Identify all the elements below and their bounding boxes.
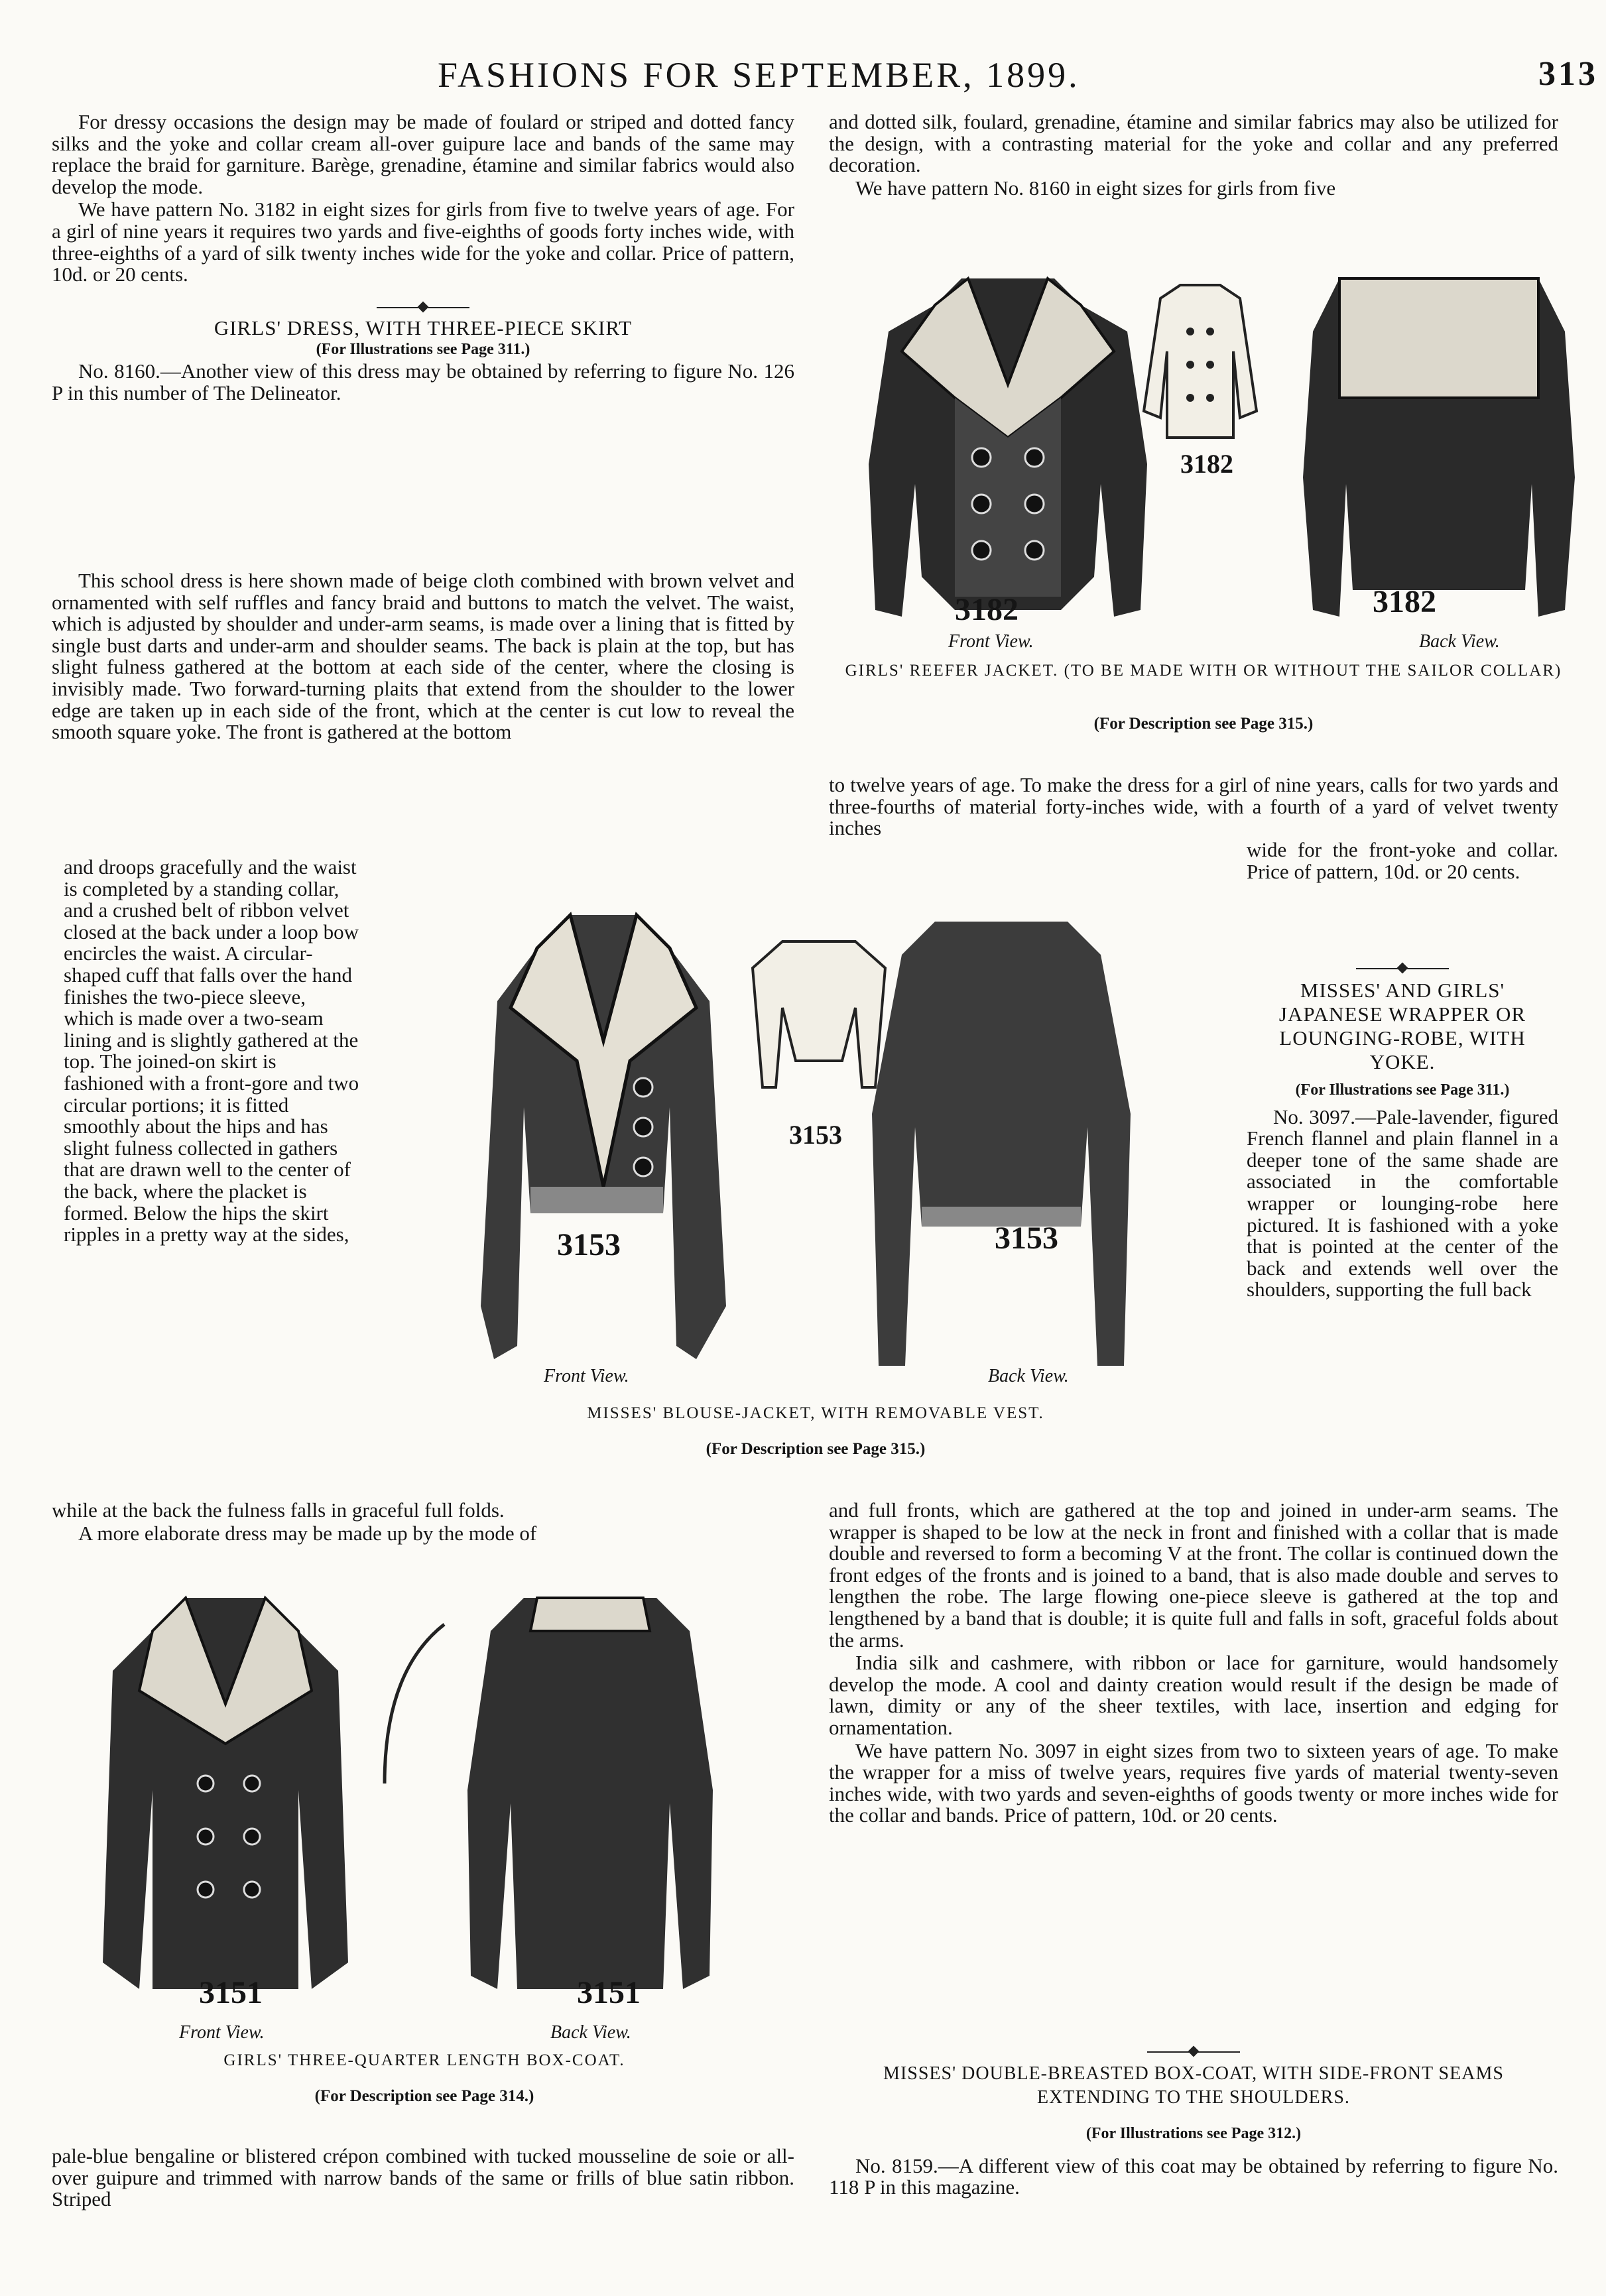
section-heading: MISSES' AND GIRLS' JAPANESE WRAPPER OR LOUNGING-ROBE, WITH YOKE. [1278,979,1526,1073]
paragraph: No. 3097.—Pale-lavender, figured French flannel and plain flannel in a deeper tone of the same shade are associated in the comfortable wrapper or lounging-robe here pictured. It is fashioned with a yoke that is pointed at the center of the back and extends well over the shoulders, supporting the full back [1247,1105,1558,1301]
section-heading: GIRLS' DRESS, WITH THREE-PIECE SKIRT [214,316,633,339]
dress-body-narrow [64,857,359,1246]
paragraph: No. 8159.—A different view of this coat may be obtained by referring to figure No. 118 P in this magazine. [829,2153,1558,2199]
figure-caption: GIRLS' REEFER JACKET. (TO BE MADE WITH OR WITHOUT THE SAILOR COLLAR) [845,662,1562,680]
section-subheading: (For Illustrations see Page 311.) [316,341,530,359]
dress-body-end [52,1500,794,1544]
figure-description-ref: (For Description see Page 315.) [1093,715,1314,733]
section-heading: MISSES' DOUBLE-BREASTED BOX-COAT, WITH SIDE-FRONT SEAMS EXTENDING TO THE SHOULDERS. [883,2063,1504,2108]
reefer-jacket-small-illustration [1141,278,1260,451]
figure-number: 3151 [577,1975,641,2010]
dress-body [52,570,794,743]
wrapper-section-wide [829,1500,1558,1827]
figure-view-label: Front View. [948,631,1034,652]
figure-number: 3182 [1373,584,1436,619]
blouse-jacket-back-illustration [869,915,1134,1372]
section-subheading: (For Illustrations see Page 311.) [1295,1081,1510,1099]
box-coat-front-illustration [99,1591,351,2002]
double-coat-section [829,2042,1558,2199]
section-divider [829,2042,1558,2062]
section-divider [1247,959,1558,979]
figure-view-label: Back View. [1419,631,1500,652]
paragraph: and droops gracefully and the waist is completed by a standing collar, and a crushed belt of ribbon velvet closed at the back under a loop bow encircles the waist. A circular-shaped cuff that falls over the hand finishes the two-piece sleeve, which is made over a two-seam lining and is slightly gathered at the top. The joined-on skirt is fashioned with a front-gore and two circular portions; it is fitted smoothly about the hips and has slight fulness collected in gathers that are drawn well to the center of the back, where the placket is formed. Below the hips the skirt ripples in a pretty way at the sides, [64,855,359,1246]
figure-number: 3151 [199,1975,263,2010]
figure-number: 3153 [789,1120,842,1150]
figure-view-label: Back View. [550,2022,631,2043]
figure-view-label: Back View. [988,1366,1069,1386]
paragraph: We have pattern No. 3097 in eight sizes from two to sixteen years of age. To make the wrapper for a miss of twelve years, requires five yards of material twenty-seven inches wide, with two yards and seven-eighths of goods twenty or more inches wide for the collar and bands. Price of pattern, 10d. or 20 cents. [829,1738,1558,1827]
right-mid-narrow [1247,839,1558,882]
figure-view-label: Front View. [179,2022,265,2043]
paragraph: We have pattern No. 8160 in eight sizes for girls from five [855,176,1336,200]
paragraph: A more elaborate dress may be made up by the mode of [78,1521,537,1545]
left-column-bottom [52,2145,794,2210]
figure-number: 3182 [955,592,1019,627]
box-coat-back-illustration [464,1591,716,2002]
paragraph: For dressy occasions the design may be made of foulard or striped and dotted fancy silks and the yoke and collar cream all-over guipure lace and bands of the same may replace the braid for garniture. Barège, grenadine, étamine and similar fabrics would also develop the mode. [52,110,794,198]
figure-number: 3153 [995,1221,1058,1256]
figure-caption: MISSES' BLOUSE-JACKET, WITH REMOVABLE VEST. [587,1404,1044,1422]
reefer-jacket-back-illustration [1300,265,1578,636]
figure-number: 3153 [557,1227,621,1262]
paragraph: to twelve years of age. To make the dress for a girl of nine years, calls for two yards and three-fourths of material forty-inches wide, with a fourth of a yard of velvet twenty inches [829,773,1558,840]
section-divider [52,298,794,318]
paragraph: wide for the front-yoke and collar. Price of pattern, 10d. or 20 cents. [1247,838,1558,883]
paragraph: pale-blue bengaline or blistered crépon combined with tucked mousseline de soie or all-over guipure and trimmed with narrow bands of the same or frills of blue satin ribbon. Striped [52,2144,794,2211]
wrapper-section [1247,959,1558,1301]
left-column-top [52,111,794,404]
right-mid [829,774,1558,839]
figure-view-label: Front View. [544,1366,629,1386]
paragraph: India silk and cashmere, with ribbon or lace for garniture, would handsomely develop the mode. A cool and dainty creation would result if the design be made of lawn, dimity or any of the sheer textiles, with lace, insertion and edging for ornamentation. [829,1651,1558,1739]
paragraph: This school dress is here shown made of beige cloth combined with brown velvet and ornamented with self ruffles and fancy braid and buttons to match the velvet. The waist, which is adjusted by shoulder and under-arm seams, is made over a lining that is fitted by single bust darts and under-arm and shoulder seams. The back is plain at the top, but has slight fulness gathered at the bottom at each side of the center, where the closing is invisibly made. Two forward-turning plaits that extend from the shoulder to the lower edge are taken up in each side of the front, which at the center is cut low to reveal the smooth square yoke. The front is gathered at the bottom [52,569,794,744]
reefer-jacket-front-illustration [862,265,1154,636]
figure-caption: GIRLS' THREE-QUARTER LENGTH BOX-COAT. [223,2051,625,2069]
page-title: FASHIONS FOR SEPTEMBER, 1899. [438,55,1080,95]
figure-description-ref: (For Description see Page 315.) [706,1440,926,1458]
paragraph: and dotted silk, foulard, grenadine, étamine and similar fabrics may also be utilized for the design, with a contrasting material for the yoke and collar and any preferred decoration. [829,110,1558,177]
blouse-jacket-front-illustration [477,908,729,1372]
decorative-curve [371,1618,451,1790]
paragraph: No. 8160.—Another view of this dress may be obtained by referring to figure No. 126 P in this number of The Delineator. [52,359,794,404]
paragraph: while at the back the fulness falls in graceful full folds. [52,1498,505,1522]
paragraph: and full fronts, which are gathered at the top and joined in under-arm seams. The wrapper is shaped to be low at the neck in front and finished with a collar that is made double and reversed to form a becoming V at the front. The collar is continued down the front edges of the fronts and is joined to a band, that is also made double and serves to lengthen the robe. The large flowing one-piece sleeve is gathered at the top and lengthened by a band that is double; it is quite full and falls in soft, graceful folds about the arms. [829,1498,1558,1652]
section-subheading: (For Illustrations see Page 312.) [1085,2125,1302,2142]
figure-number: 3182 [1180,449,1233,479]
paragraph: We have pattern No. 3182 in eight sizes for girls from five to twelve years of age. For a girl of nine years it requires two yards and five-eighths of goods forty inches wide, with three-eighths of a yard of silk twenty inches wide for the yoke and collar. Price of pattern, 10d. or 20 cents. [52,198,794,286]
page-number: 313 [1538,55,1598,93]
figure-description-ref: (For Description see Page 314.) [314,2087,534,2105]
right-column-top [829,111,1558,199]
